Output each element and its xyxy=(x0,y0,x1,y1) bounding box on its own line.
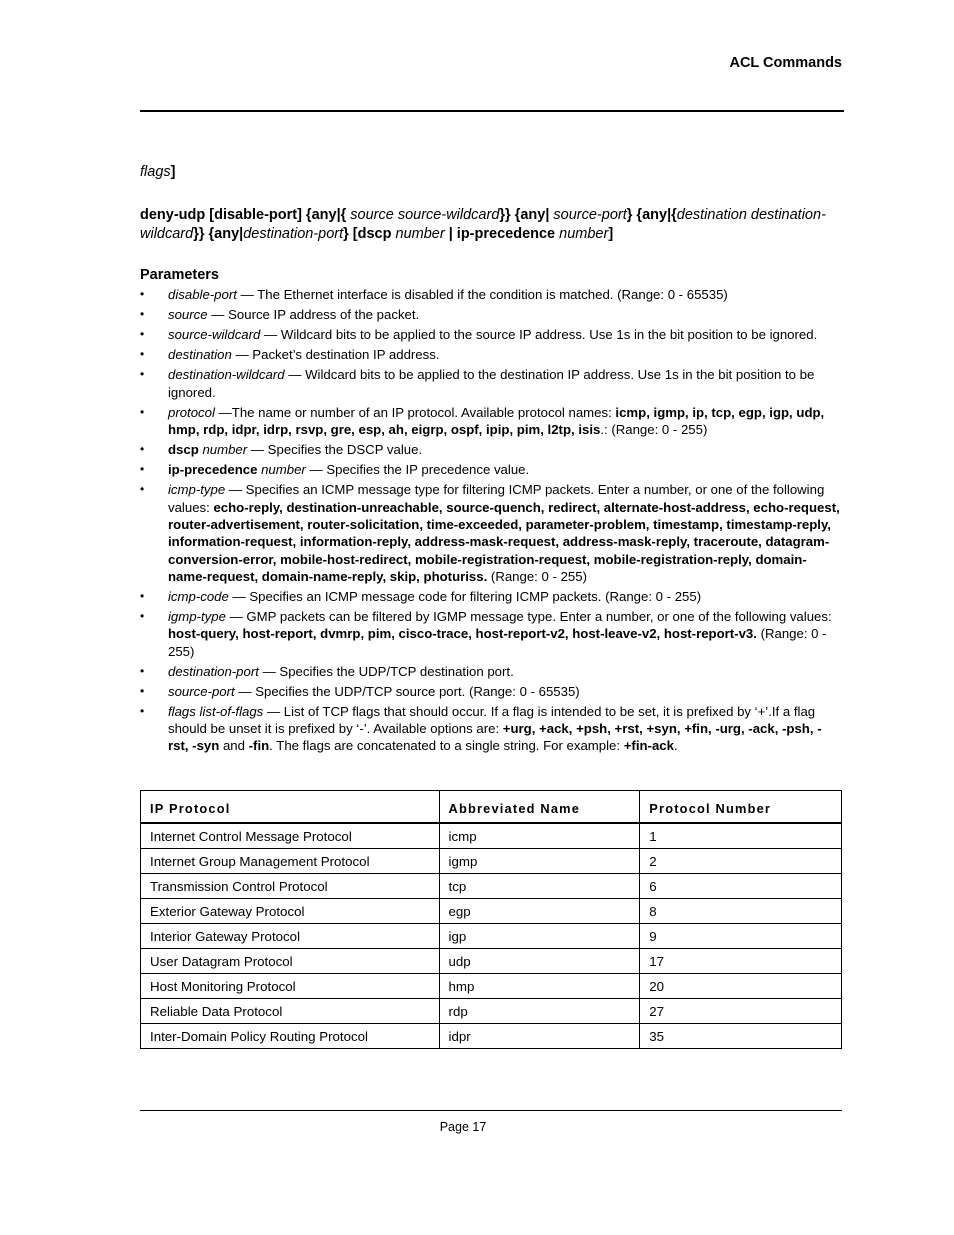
table-row xyxy=(141,823,842,849)
bold-text: +fin-ack xyxy=(623,738,674,754)
italic-text: source-port xyxy=(553,207,627,223)
italic-text: flags list-of-flags xyxy=(168,703,264,719)
table-row xyxy=(141,874,842,899)
text-run: (Range: 0 - 255) xyxy=(168,626,827,659)
bold-text: dscp xyxy=(168,442,199,458)
parameter-item xyxy=(140,663,842,680)
table-row xyxy=(141,949,842,974)
text-run: —The name or number of an IP protocol. Available protocol names: xyxy=(214,404,616,420)
cell-abbreviated-name: igmp xyxy=(439,849,640,874)
italic-text: icmp-type xyxy=(168,482,226,498)
parameter-item xyxy=(140,608,842,660)
italic-text: source-port xyxy=(168,683,235,699)
bullet-icon: • xyxy=(140,404,145,419)
syntax-continuation xyxy=(140,164,175,180)
cell-protocol-number: 17 xyxy=(640,949,842,974)
text-run: .: (Range: 0 - 255) xyxy=(600,422,708,438)
cell-ip-protocol: Internet Group Management Protocol xyxy=(141,849,440,874)
parameter-item xyxy=(140,286,842,303)
cell-protocol-number: 35 xyxy=(640,1024,842,1049)
bullet-icon: • xyxy=(140,683,145,698)
table-row xyxy=(141,899,842,924)
cell-abbreviated-name: hmp xyxy=(439,974,640,999)
cell-protocol-number: 27 xyxy=(640,999,842,1024)
text-run: — List of TCP flags that should occur. If a flag is intended to be set, it is prefixed by ‘+’.If a flag should be unset it is prefixed by ‘-’. Available options are: xyxy=(168,703,816,737)
header-rule xyxy=(140,110,844,112)
cell-abbreviated-name: icmp xyxy=(439,823,640,849)
cell-protocol-number: 8 xyxy=(640,899,842,924)
cell-ip-protocol: Interior Gateway Protocol xyxy=(141,924,440,949)
table-row xyxy=(141,999,842,1024)
italic-text: source-wildcard xyxy=(168,327,261,343)
bold-text: echo-reply, destination-unreachable, source-quench, redirect, alternate-host-address, echo-request, router-advertisement, router-solicitation, time-exceeded, parameter-problem, timestamp, timestamp-reply, information-request, information-reply, address-mask-request, address-mask-reply, traceroute, datagram-conversion-error, mobile-host-redirect, mobile-registration-request, mobile-registration-reply, domain-name-request, domain-name-reply, skip, photuriss. xyxy=(168,499,840,584)
text-run: — Wildcard bits to be applied to the destination IP address. Use 1s in the bit position to be ignored. xyxy=(168,367,815,400)
running-header-title: ACL Commands xyxy=(729,55,842,71)
parameter-item xyxy=(140,404,842,439)
italic-text: destination xyxy=(168,347,232,363)
parameter-item xyxy=(140,481,842,585)
text-run: and xyxy=(219,738,249,754)
italic-text: number xyxy=(395,226,445,242)
table-row xyxy=(141,924,842,949)
footer-rule xyxy=(140,1110,842,1111)
cell-ip-protocol: Inter-Domain Policy Routing Protocol xyxy=(141,1024,440,1049)
text-run: — Packet’s destination IP address. xyxy=(231,347,440,363)
text-run: — Specifies an ICMP message code for filtering ICMP packets. (Range: 0 - 255) xyxy=(228,588,702,604)
text-run: — The Ethernet interface is disabled if the condition is matched. (Range: 0 - 65535) xyxy=(236,287,728,302)
text-run: — Specifies the UDP/TCP source port. (Range: 0 - 65535) xyxy=(234,683,580,699)
italic-text: igmp-type xyxy=(168,609,226,625)
text-run: . xyxy=(673,738,678,754)
flags-keyword: flags xyxy=(140,164,171,180)
header-ip-protocol: IP Protocol xyxy=(141,791,440,824)
cell-ip-protocol: Reliable Data Protocol xyxy=(141,999,440,1024)
cell-protocol-number: 20 xyxy=(640,974,842,999)
bullet-icon: • xyxy=(140,367,145,382)
page-number: Page 17 xyxy=(439,1120,487,1134)
italic-text: disable-port xyxy=(168,287,237,302)
parameter-list xyxy=(140,286,842,758)
bold-text: ip-precedence xyxy=(168,462,258,478)
text-run: — Specifies an ICMP message type for filtering ICMP packets. Enter a number, or one of the following values: xyxy=(168,482,825,515)
header-protocol-number: Protocol Number xyxy=(640,791,842,824)
cell-ip-protocol: User Datagram Protocol xyxy=(141,949,440,974)
bold-text: } {any|{ xyxy=(626,207,677,223)
bullet-icon: • xyxy=(140,327,145,342)
table-row xyxy=(141,1024,842,1049)
bullet-icon: • xyxy=(140,462,145,477)
parameter-item xyxy=(140,588,842,605)
italic-text: number xyxy=(198,442,248,458)
bold-text: } [dscp xyxy=(343,226,396,242)
bullet-icon: • xyxy=(140,663,145,678)
text-run: . The flags are concatenated to a single string. For example: xyxy=(269,738,624,754)
parameter-item xyxy=(140,441,842,458)
header-abbreviated-name: Abbreviated Name xyxy=(439,791,640,824)
cell-abbreviated-name: rdp xyxy=(439,999,640,1024)
cell-abbreviated-name: idpr xyxy=(439,1024,640,1049)
italic-text: source source-wildcard xyxy=(350,207,500,223)
cell-protocol-number: 2 xyxy=(640,849,842,874)
italic-text: destination-wildcard xyxy=(168,367,285,383)
text-run: — GMP packets can be filtered by IGMP message type. Enter a number, or one of the following values: xyxy=(225,609,832,625)
closing-bracket: ] xyxy=(170,164,176,180)
italic-text: protocol xyxy=(168,404,215,420)
bold-text: +urg, +ack, +psh, +rst, +syn, +fin, -urg, -ack, -psh, -rst, -syn xyxy=(168,721,822,754)
cell-ip-protocol: Internet Control Message Protocol xyxy=(141,823,440,849)
bold-text: deny-udp [disable-port] {any|{ xyxy=(140,207,351,223)
parameter-item xyxy=(140,366,842,401)
cell-abbreviated-name: igp xyxy=(439,924,640,949)
text-run: — Specifies the UDP/TCP destination port. xyxy=(258,663,514,679)
cell-protocol-number: 1 xyxy=(640,823,842,849)
parameter-item xyxy=(140,683,842,700)
cell-abbreviated-name: tcp xyxy=(439,874,640,899)
bullet-icon: • xyxy=(140,287,145,301)
bullet-icon: • xyxy=(140,703,145,718)
text-run: (Range: 0 - 255) xyxy=(487,568,587,584)
bold-text: host-query, host-report, dvmrp, pim, cisco-trace, host-report-v2, host-leave-v2, host-report-v3. xyxy=(168,626,757,642)
cell-protocol-number: 9 xyxy=(640,924,842,949)
italic-text: number xyxy=(257,462,306,478)
bullet-icon: • xyxy=(140,347,145,362)
italic-text: icmp-code xyxy=(168,588,229,604)
bullet-icon: • xyxy=(140,307,145,322)
cell-abbreviated-name: egp xyxy=(439,899,640,924)
italic-text: destination-port xyxy=(168,663,259,679)
bold-text: }} {any| xyxy=(499,207,554,223)
text-run: — Wildcard bits to be applied to the source IP address. Use 1s in the bit position to be ignored. xyxy=(260,327,818,343)
cell-protocol-number: 6 xyxy=(640,874,842,899)
bold-text: }} {any| xyxy=(193,226,244,242)
parameters-heading: Parameters xyxy=(140,267,219,283)
bullet-icon: • xyxy=(140,482,145,497)
command-syntax xyxy=(140,206,840,244)
table-row xyxy=(141,974,842,999)
ip-protocol-table xyxy=(140,790,842,1049)
bold-text: | ip-precedence xyxy=(444,226,560,242)
bold-text: ] xyxy=(608,226,614,242)
parameter-item xyxy=(140,306,842,323)
italic-text: source xyxy=(168,307,208,323)
text-run: — Specifies the DSCP value. xyxy=(247,442,423,458)
text-run: — Specifies the IP precedence value. xyxy=(305,462,530,478)
bullet-icon: • xyxy=(140,442,145,457)
bullet-icon: • xyxy=(140,588,145,603)
bullet-icon: • xyxy=(140,609,145,624)
bold-text: -fin xyxy=(248,738,270,754)
cell-ip-protocol: Host Monitoring Protocol xyxy=(141,974,440,999)
bold-text: icmp, igmp, ip, tcp, egp, igp, udp, hmp, rdp, idpr, idrp, rsvp, gre, esp, ah, eigrp, ospf, ipip, pim, l2tp, isis xyxy=(168,404,825,438)
table-row xyxy=(141,849,842,874)
table-header-row xyxy=(141,791,842,824)
parameter-item xyxy=(140,461,842,478)
cell-ip-protocol: Transmission Control Protocol xyxy=(141,874,440,899)
parameter-item xyxy=(140,703,842,755)
cell-abbreviated-name: udp xyxy=(439,949,640,974)
parameter-item xyxy=(140,326,842,343)
cell-ip-protocol: Exterior Gateway Protocol xyxy=(141,899,440,924)
italic-text: destination-port xyxy=(243,226,344,242)
italic-text: destination destination-wildcard xyxy=(140,207,826,242)
text-run: — Source IP address of the packet. xyxy=(207,307,420,323)
parameter-item xyxy=(140,346,842,363)
italic-text: number xyxy=(559,226,609,242)
